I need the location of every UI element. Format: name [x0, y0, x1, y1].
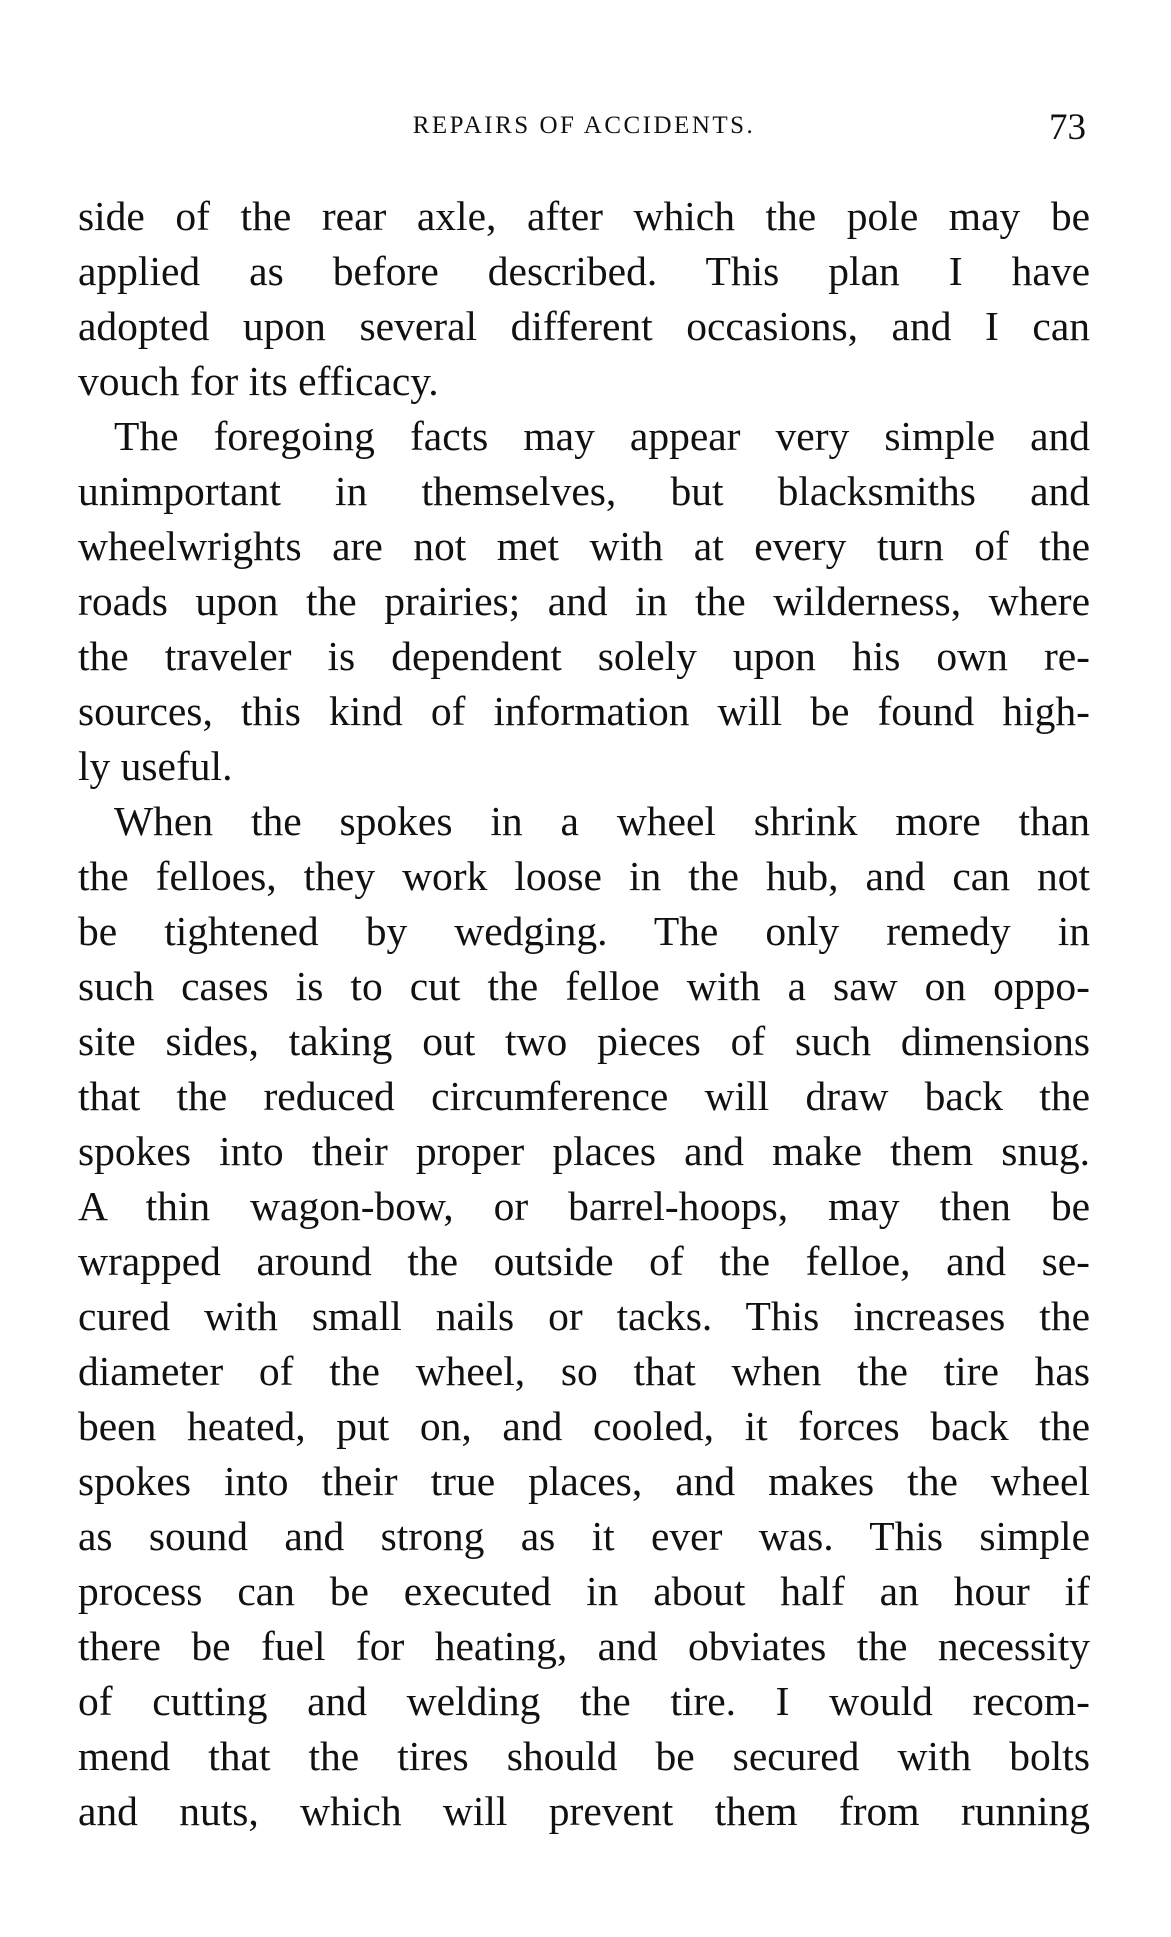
text-line: sources, this kind of information will be found high-: [78, 688, 1090, 734]
text-line: as sound and strong as it ever was. This simple: [78, 1513, 1090, 1559]
text-line: the felloes, they work loose in the hub, and can not: [78, 853, 1090, 899]
text-line: spokes into their proper places and make them snug.: [78, 1128, 1090, 1174]
text-line: When the spokes in a wheel shrink more than: [114, 798, 1090, 844]
page-number: 73: [1049, 107, 1086, 148]
running-head: REPAIRS OF ACCIDENTS.: [412, 112, 756, 139]
text-line: mend that the tires should be secured with bolts: [78, 1733, 1090, 1779]
text-line: of cutting and welding the tire. I would recom-: [78, 1678, 1090, 1724]
text-line: vouch for its efficacy.: [78, 358, 439, 404]
text-line: roads upon the prairies; and in the wilderness, where: [78, 578, 1090, 624]
text-line: there be fuel for heating, and obviates the necessity: [78, 1623, 1090, 1669]
text-line: site sides, taking out two pieces of such dimensions: [78, 1018, 1090, 1064]
text-line: been heated, put on, and cooled, it forces back the: [78, 1403, 1090, 1449]
body-text: [78, 189, 1090, 1839]
text-line: side of the rear axle, after which the pole may be: [78, 193, 1090, 239]
text-line: the traveler is dependent solely upon his own re-: [78, 633, 1090, 679]
text-line: spokes into their true places, and makes the wheel: [78, 1458, 1090, 1504]
text-line: that the reduced circumference will draw back the: [78, 1073, 1090, 1119]
text-line: wrapped around the outside of the felloe, and se-: [78, 1238, 1090, 1284]
text-line: The foregoing facts may appear very simple and: [114, 413, 1090, 459]
text-line: such cases is to cut the felloe with a saw on oppo-: [78, 963, 1090, 1009]
text-line: ly useful.: [78, 743, 233, 789]
text-line: be tightened by wedging. The only remedy in: [78, 908, 1090, 954]
text-line: applied as before described. This plan I have: [78, 248, 1090, 294]
text-line: cured with small nails or tacks. This increases the: [78, 1293, 1090, 1339]
text-line: and nuts, which will prevent them from running: [78, 1788, 1090, 1834]
text-line: adopted upon several different occasions, and I can: [78, 303, 1090, 349]
page-header: [78, 107, 1090, 152]
text-line: A thin wagon-bow, or barrel-hoops, may then be: [78, 1183, 1090, 1229]
text-line: unimportant in themselves, but blacksmiths and: [78, 468, 1090, 514]
text-line: diameter of the wheel, so that when the tire has: [78, 1348, 1090, 1394]
text-line: process can be executed in about half an hour if: [78, 1568, 1090, 1614]
text-line: wheelwrights are not met with at every turn of the: [78, 523, 1090, 569]
